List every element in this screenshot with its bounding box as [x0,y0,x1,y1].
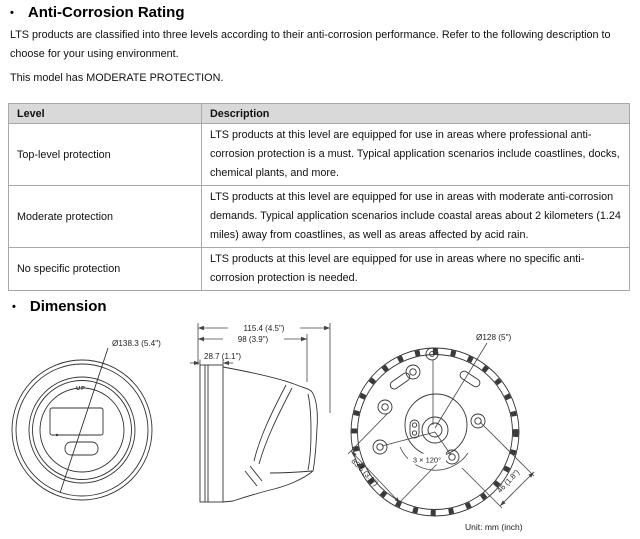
front-view-rings [12,348,152,500]
screw-pattern-label: 3 × 120° [412,455,442,465]
anti-corrosion-intro: LTS products are classified into three levels according to their anti-corrosion performance. Refer to the following description to choose for your using environment. [10,29,611,60]
table-row [9,248,630,291]
description-cell: LTS products at this level are equipped for use in areas where professional anti-corrosion protection is a must. Typical application scenarios include coastlines, docks, chemical plants, and more. [202,124,630,186]
cable-slot [459,370,482,389]
unit-note: Unit: mm (inch) [465,522,523,532]
level-cell: Top-level protection [9,124,202,186]
center-boss [405,394,467,456]
dimension-heading-text: Dimension [29,298,107,315]
side-view-body [200,365,317,502]
mic-hole [56,434,58,436]
diameter-leader-line [60,348,108,493]
screw-holes [373,365,485,464]
heading-bullet: • [12,301,16,313]
back-diameter-label: Ø128 (5") [476,333,512,342]
cable-slot [389,371,412,390]
level-cell: No specific protection [9,248,202,291]
ir-window [65,442,98,455]
side-body-depth-label: 98 (3.9") [237,335,269,344]
side-view-drawing [190,320,340,510]
screw-spacing-label: 83.5 (3.3") [349,456,381,488]
level-cell: Moderate protection [9,186,202,248]
front-view-drawing [5,332,190,537]
up-marker-label: UP [76,386,86,392]
heading-bullet: • [10,7,14,19]
anti-corrosion-heading-text: Anti-Corrosion Rating [27,4,185,21]
description-cell: LTS products at this level are equipped for use in areas where no specific anti-corrosion protection is needed. [202,248,630,291]
lens-window [50,408,103,435]
table-header-row [9,104,630,124]
col-header-level: Level [9,104,202,124]
dimension-heading [12,298,107,315]
model-protection-note: This model has MODERATE PROTECTION. [10,72,224,84]
table-row [9,124,630,186]
side-base-depth-label: 28.7 (1.1") [204,352,242,361]
col-header-description: Description [202,104,630,124]
description-cell: LTS products at this level are equipped for use in areas with moderate anti-corrosion demands. Typical application scenarios include coastal areas about 2 kilometers (1.24 miles) away from coastlines, as well as areas affected by acid rain. [202,186,630,248]
offset-label: 46 (1.8") [495,467,522,495]
back-view-drawing [348,325,620,539]
front-diameter-label: Ø138.3 (5.4") [112,339,161,348]
anti-corrosion-table [8,103,630,291]
table-row [9,186,630,248]
side-total-depth-label: 115.4 (4.5") [243,324,285,333]
anti-corrosion-heading [10,4,185,21]
